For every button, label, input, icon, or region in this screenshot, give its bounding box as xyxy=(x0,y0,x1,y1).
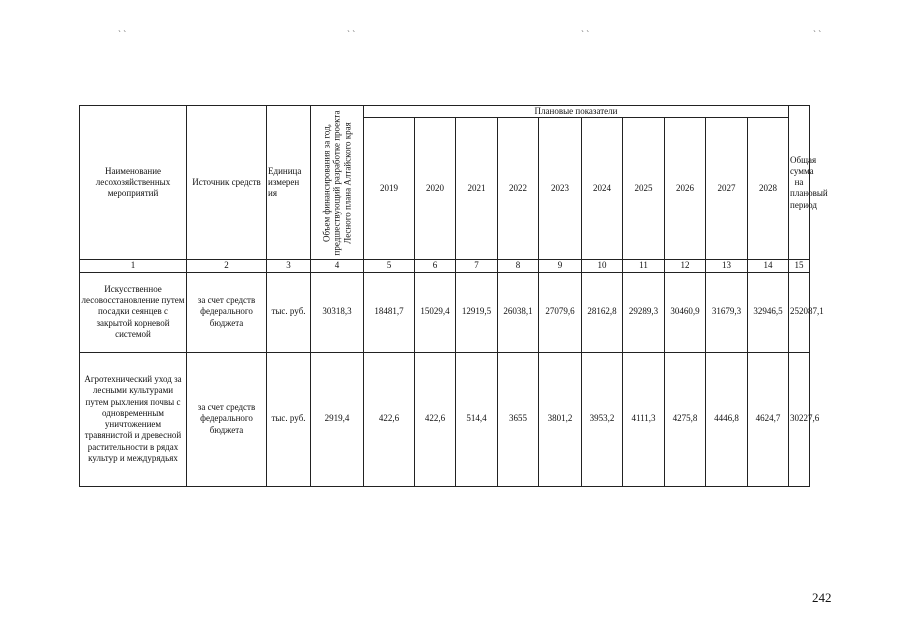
column-number: 6 xyxy=(415,260,456,272)
row-year-value: 422,6 xyxy=(415,352,456,486)
header-source: Источник средств xyxy=(187,106,267,260)
row-year-value: 4275,8 xyxy=(665,352,706,486)
header-year: 2027 xyxy=(706,118,748,260)
header-year: 2026 xyxy=(665,118,706,260)
header-year: 2020 xyxy=(415,118,456,260)
row-unit: тыс. руб. xyxy=(267,272,311,352)
row-year-value: 12919,5 xyxy=(456,272,498,352)
row-year-value: 4624,7 xyxy=(748,352,789,486)
column-number: 13 xyxy=(706,260,748,272)
header-year: 2022 xyxy=(498,118,539,260)
row-source: за счет средств федерального бюджета xyxy=(187,272,267,352)
header-year: 2024 xyxy=(582,118,623,260)
column-number: 8 xyxy=(498,260,539,272)
row-year-value: 27079,6 xyxy=(539,272,582,352)
row-activity: Искусственное лесовосстановление путем посадки сеянцев с закрытой корневой системой xyxy=(80,272,187,352)
header-total: Общая сумма на плановый период xyxy=(789,106,810,260)
row-total: 252087,1 xyxy=(789,272,810,352)
header-year: 2028 xyxy=(748,118,789,260)
row-year-value: 30460,9 xyxy=(665,272,706,352)
row-year-value: 28162,8 xyxy=(582,272,623,352)
column-number: 1 xyxy=(80,260,187,272)
column-number: 12 xyxy=(665,260,706,272)
row-year-value: 3953,2 xyxy=(582,352,623,486)
header-unit: Единица измерен ия xyxy=(267,106,311,260)
header-year: 2019 xyxy=(364,118,415,260)
header-prior-volume xyxy=(311,106,364,260)
header-activity: Наименование лесохозяйственных мероприятий xyxy=(80,106,187,260)
header-prior-volume-text: Объем финансирования за год, предшествующий разработке проекта Лесного плана Алтайского края xyxy=(321,110,353,256)
row-year-value: 514,4 xyxy=(456,352,498,486)
row-year-value: 26038,1 xyxy=(498,272,539,352)
row-source: за счет средств федерального бюджета xyxy=(187,352,267,486)
table-row xyxy=(80,352,810,486)
header-row-top xyxy=(80,106,810,118)
column-number: 3 xyxy=(267,260,311,272)
row-year-value: 18481,7 xyxy=(364,272,415,352)
column-number: 4 xyxy=(311,260,364,272)
column-number: 14 xyxy=(748,260,789,272)
row-year-value: 3801,2 xyxy=(539,352,582,486)
page-number: 242 xyxy=(812,590,832,605)
column-number: 10 xyxy=(582,260,623,272)
row-year-value: 32946,5 xyxy=(748,272,789,352)
table-row xyxy=(80,272,810,352)
column-number: 5 xyxy=(364,260,415,272)
row-activity: Агротехнический уход за лесными культурами путем рыхления почвы с одновременным уничтожением травянистой и древесной растительности в рядах культур и междурядьях xyxy=(80,352,187,486)
column-number: 2 xyxy=(187,260,267,272)
scan-speck: ˏ ˎ xyxy=(813,22,822,32)
row-year-value: 422,6 xyxy=(364,352,415,486)
row-prior-volume: 30318,3 xyxy=(311,272,364,352)
header-year: 2023 xyxy=(539,118,582,260)
scan-speck: ˏ ˎ xyxy=(581,22,590,32)
row-unit: тыс. руб. xyxy=(267,352,311,486)
row-year-value: 4446,8 xyxy=(706,352,748,486)
row-total: 30227,6 xyxy=(789,352,810,486)
header-planned: Плановые показатели xyxy=(364,106,789,118)
header-year: 2025 xyxy=(623,118,665,260)
row-year-value: 3655 xyxy=(498,352,539,486)
row-year-value: 15029,4 xyxy=(415,272,456,352)
header-year: 2021 xyxy=(456,118,498,260)
row-year-value: 4111,3 xyxy=(623,352,665,486)
row-year-value: 31679,3 xyxy=(706,272,748,352)
row-prior-volume: 2919,4 xyxy=(311,352,364,486)
planned-indicators-table xyxy=(79,105,828,487)
column-number-row xyxy=(80,260,810,272)
column-number: 15 xyxy=(789,260,810,272)
row-year-value: 29289,3 xyxy=(623,272,665,352)
column-number: 9 xyxy=(539,260,582,272)
scan-speck: ˏ ˎ xyxy=(118,22,127,32)
column-number: 11 xyxy=(623,260,665,272)
column-number: 7 xyxy=(456,260,498,272)
scan-speck: ˏ ˎ xyxy=(347,22,356,32)
